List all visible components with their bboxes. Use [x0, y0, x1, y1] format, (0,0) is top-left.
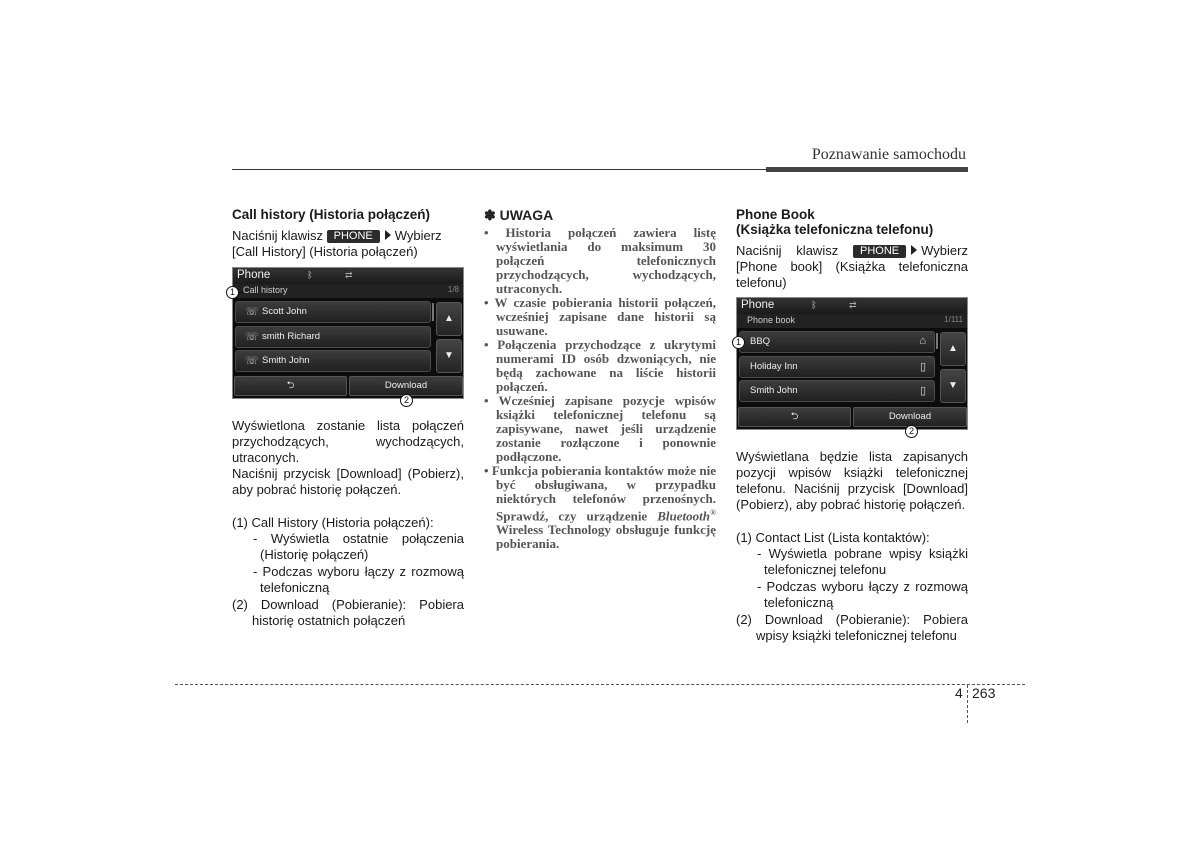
contact-name: Smith John [262, 355, 310, 366]
list-title: Call history [243, 285, 288, 295]
note-bullets [484, 226, 716, 551]
screen-subheader [737, 314, 967, 328]
intro-text-after: Wybierz [Phone book] (Książka telefoniczna telefonu) [736, 243, 968, 290]
left-column [232, 207, 464, 260]
list-counter: 1/111 [944, 315, 963, 324]
callout-1: 1 [226, 286, 239, 299]
right-intro [736, 243, 968, 291]
section-heading-call-history: Call history (Historia połączeń) [232, 207, 431, 222]
scrollbar[interactable] [936, 333, 938, 349]
call-history-row[interactable] [235, 301, 431, 323]
screen-title: Phone [741, 299, 775, 311]
scroll-down-button[interactable]: ▼ [436, 339, 462, 373]
phone-call-icon: ☏ [245, 331, 259, 343]
contact-row[interactable] [739, 331, 935, 353]
back-button[interactable]: ⮌ [234, 376, 347, 396]
list-item-label: (1) Contact List (Lista kontaktów): [736, 530, 930, 545]
left-para-2: Naciśnij przycisk [Download] (Pobierz), aby pobrać historię połączeń. [232, 466, 464, 497]
section-subheading-phone-book: (Książka telefoniczna telefonu) [736, 222, 934, 237]
left-para-1: Wyświetlona zostanie lista połączeń przychodzących, wychodzących, utraconych. [232, 418, 464, 465]
section-heading-phone-book: Phone Book [736, 207, 815, 222]
note-bullet: • Wcześniej zapisane pozycje wpisów książki telefonicznej telefonu są zapisywane, nawet jeśli urządzenie zostanie rozłączone i ponownie podłączone. [484, 393, 716, 464]
list-sub-item: - Podczas wyboru łączy z rozmową telefoniczną [253, 564, 464, 595]
note-bullet: • Funkcja pobierania kontaktów może nie być obsługiwana, w przypadku niektórych telefonów przenośnych. Sprawdź, czy urządzenie Bluetooth® Wireless Technology obsługuje funkcję pobierania. [484, 463, 716, 552]
footer-rule [175, 684, 1025, 685]
phone-call-icon: ☏ [245, 355, 259, 367]
right-body [736, 449, 968, 644]
header-rule-accent [766, 167, 968, 172]
contact-name: Scott John [262, 306, 307, 317]
list-sub-item: - Wyświetla ostatnie połączenia (Historię połączeń) [253, 531, 464, 562]
left-intro [232, 228, 464, 260]
running-header: Poznawanie samochodu [811, 146, 966, 163]
list-sub-item: - Podczas wyboru łączy z rozmową telefoniczną [757, 579, 968, 610]
intro-text-after: Wybierz [Call History] (Historia połączeń) [232, 228, 442, 259]
list-item-label: (2) Download (Pobieranie): Pobiera historię ostatnich połączeń [232, 597, 464, 628]
contact-name: smith Richard [262, 331, 321, 342]
note-title: UWAGA [499, 207, 554, 223]
page-number: 263 [972, 685, 996, 701]
screen-subheader [233, 284, 463, 298]
contact-row[interactable] [739, 380, 935, 402]
phone-book-screen [736, 297, 968, 430]
call-history-row[interactable] [235, 326, 431, 348]
callout-2: 2 [400, 394, 413, 407]
note-bullet: • Połączenia przychodzące z ukrytymi numerami ID osób dzwoniących, nie będą zachowane na liście historii połączeń. [484, 337, 716, 394]
note-bullet: • Historia połączeń zawiera listę wyświetlania do maksimum 30 połączeń telefonicznych przychodzących, wychodzących, utraconych. [484, 225, 716, 296]
chapter-number: 4 [955, 685, 963, 701]
right-column [736, 207, 968, 291]
list-title: Phone book [747, 315, 796, 325]
left-list [232, 515, 464, 629]
phone-call-icon: ☏ [245, 306, 259, 318]
intro-text: Naciśnij klawisz [232, 228, 324, 243]
left-body [232, 418, 464, 629]
note-box [484, 207, 716, 551]
screen-status-bar [233, 268, 463, 284]
contact-name: Smith John [750, 385, 798, 396]
usb-icon: ⇄ [849, 300, 857, 310]
arrow-right-icon [911, 245, 917, 255]
callout-1: 1 [732, 336, 745, 349]
call-history-screen [232, 267, 464, 399]
page-number-separator [967, 685, 968, 723]
phone-key-label: PHONE [327, 230, 380, 243]
contact-name: BBQ [750, 336, 771, 347]
arrow-right-icon [385, 230, 391, 240]
callout-leader [239, 292, 243, 293]
scroll-up-button[interactable]: ▲ [436, 302, 462, 336]
download-button[interactable]: Download [349, 376, 463, 396]
bluetooth-icon: ᛒ [811, 300, 817, 310]
screen-status-bar [737, 298, 967, 314]
mobile-icon: ▯ [919, 361, 926, 373]
contact-name: Holiday Inn [750, 361, 798, 372]
right-para-1: Wyświetlana będzie lista zapisanych pozycji wpisów książki telefonicznej telefonu. Naciśnij przycisk [Download] (Pobierz), aby pobrać historię połączeń. [736, 449, 968, 512]
bluetooth-icon: ᛒ [307, 270, 313, 280]
header-rule [232, 169, 766, 170]
phone-key-label: PHONE [853, 245, 906, 258]
scroll-up-button[interactable]: ▲ [940, 332, 966, 366]
note-heading [484, 207, 716, 224]
list-sub-item: - Wyświetla pobrane wpisy książki telefonicznej telefonu [757, 546, 968, 577]
intro-text: Naciśnij klawisz [736, 243, 839, 258]
list-item-label: (1) Call History (Historia połączeń): [232, 515, 434, 530]
scrollbar[interactable] [432, 303, 434, 321]
scroll-down-button[interactable]: ▼ [940, 369, 966, 403]
download-button[interactable]: Download [853, 407, 967, 427]
right-list [736, 530, 968, 644]
home-icon: ⌂ [919, 335, 926, 347]
list-item-label: (2) Download (Pobieranie): Pobiera wpisy książki telefonicznej telefonu [736, 612, 968, 643]
note-bullet: • W czasie pobierania historii połączeń, wcześniej zapisane dane historii są usuwane. [484, 295, 716, 338]
call-history-row[interactable] [235, 350, 431, 372]
mobile-icon: ▯ [919, 385, 926, 397]
list-counter: 1/8 [447, 285, 459, 294]
note-asterisk-icon: ✽ [484, 207, 496, 223]
screen-title: Phone [237, 269, 271, 281]
usb-icon: ⇄ [345, 270, 353, 280]
contact-row[interactable] [739, 356, 935, 378]
back-button[interactable]: ⮌ [738, 407, 851, 427]
callout-2: 2 [905, 425, 918, 438]
